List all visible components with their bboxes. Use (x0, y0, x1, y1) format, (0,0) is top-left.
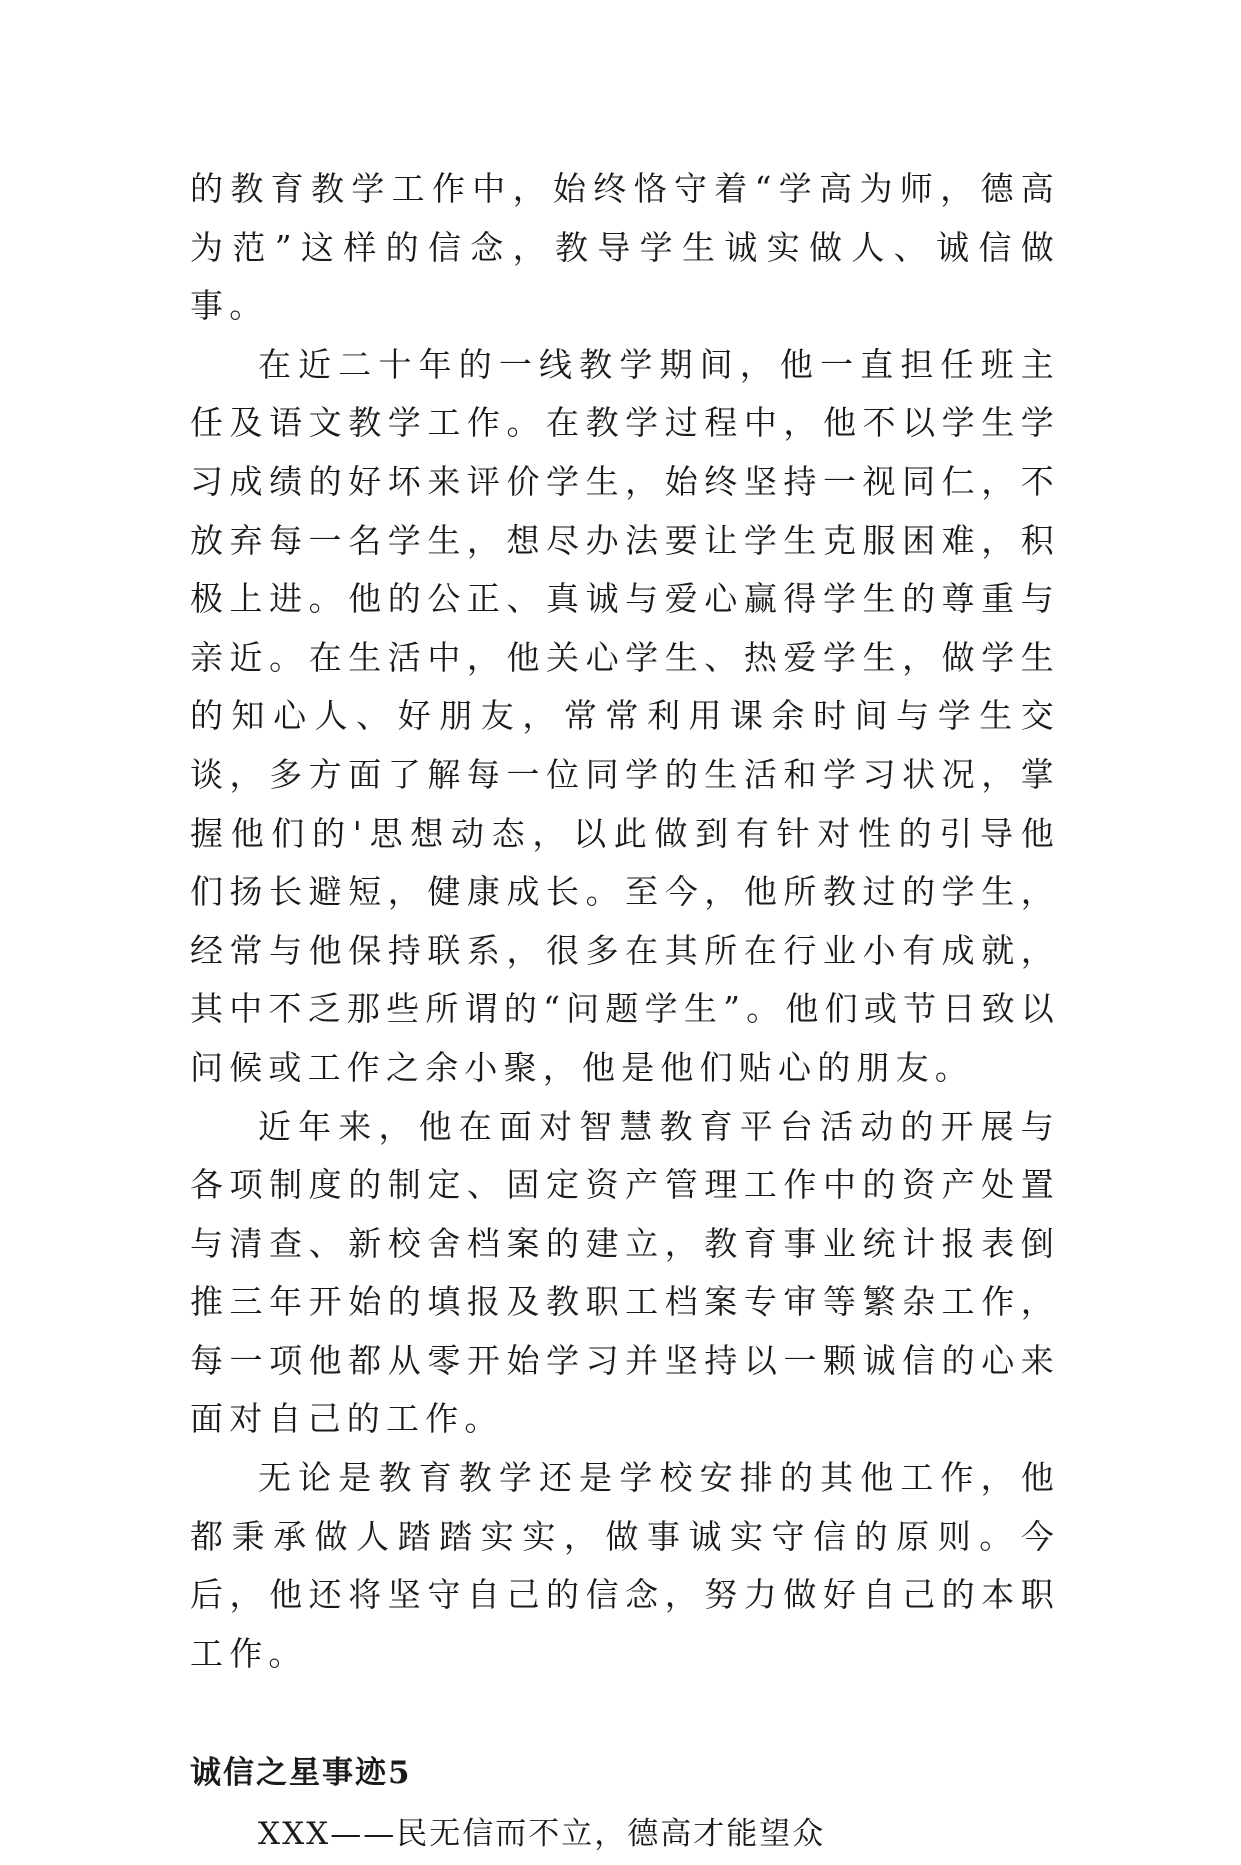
paragraph-1: 的教育教学工作中，始终恪守着“学高为师，德高为范”这样的信念，教导学生诚实做人、诚信做事。 (190, 169, 1060, 326)
section-heading: 诚信之星事迹5 (190, 1755, 412, 1792)
paragraph-3: 近年来，他在面对智慧教育平台活动的开展与各项制度的制定、固定资产管理工作中的资产处置与清查、新校舍档案的建立，教育事业统计报表倒推三年开始的填报及教职工档案专审等繁杂工作，每一项他都从零开始学习并坚持以一颗诚信的心来面对自己的工作。 (190, 1106, 1060, 1439)
paragraph-4: 无论是教育教学还是学校安排的其他工作，他都秉承做人踏踏实实，做事诚实守信的原则。今后，他还将坚守自己的信念，努力做好自己的本职工作。 (190, 1458, 1060, 1673)
paragraph-2: 在近二十年的一线教学期间，他一直担任班主任及语文教学工作。在教学过程中，他不以学生学习成绩的好坏来评价学生，始终坚持一视同仁，不放弃每一名学生，想尽办法要让学生克服困难，积极上进。他的公正、真诚与爱心赢得学生的尊重与亲近。在生活中，他关心学生、热爱学生，做学生的知心人、好朋友，常常利用课余时间与学生交谈，多方面了解每一位同学的生活和学习状况，掌握他们的'思想动态，以此做到有针对性的引导他们扬长避短，健康成长。至今，他所教过的学生，经常与他保持联系，很多在其所在行业小有成就，其中不乏那些所谓的“问题学生”。他们或节日致以问候或工作之余小聚，他是他们贴心的朋友。 (190, 344, 1060, 1087)
document-body (190, 160, 1060, 1865)
section-subtitle: XXX——民无信而不立，德高才能望众 (258, 1816, 826, 1853)
